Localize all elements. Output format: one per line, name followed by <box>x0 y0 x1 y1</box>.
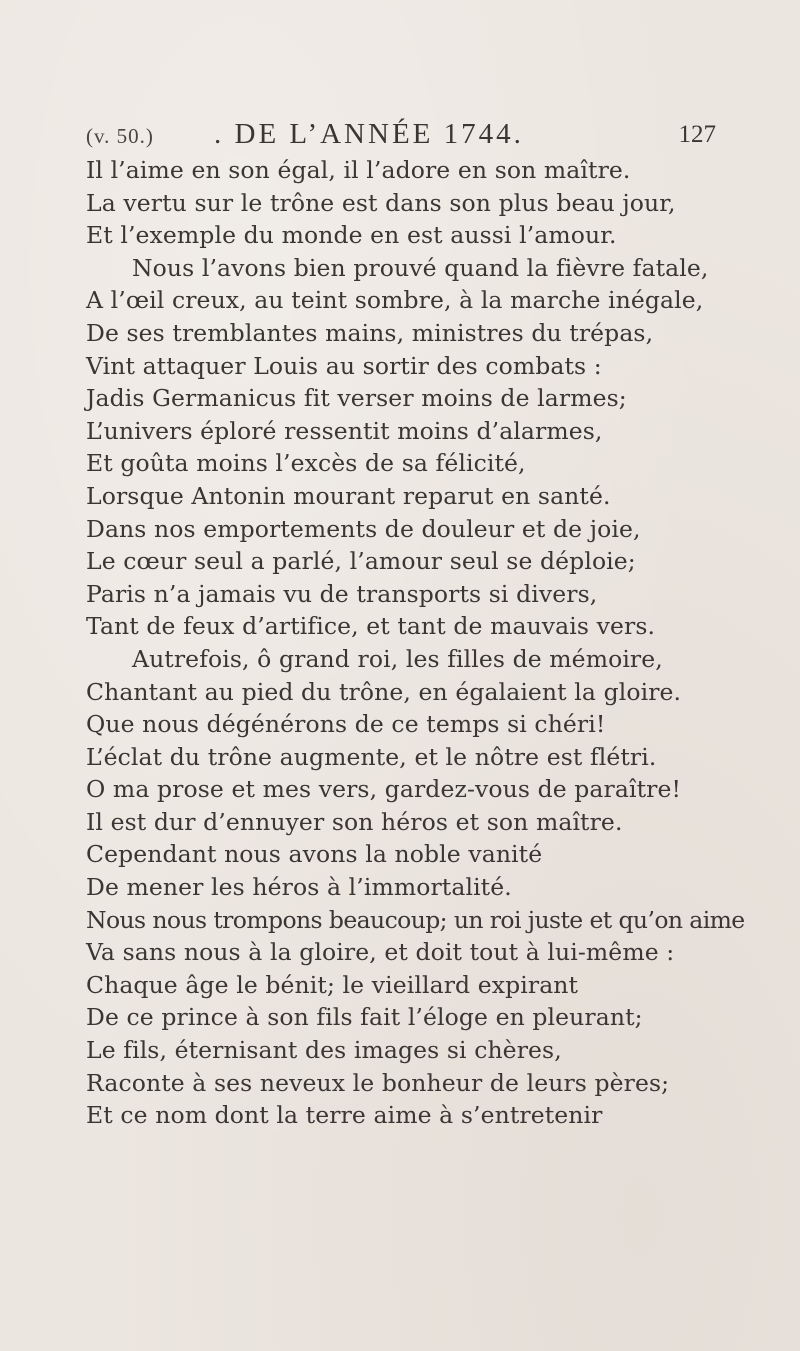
verse-line: Chaque âge le bénit; le vieillard expirant <box>86 970 579 999</box>
verse-line: Autrefois, ô grand roi, les filles de mémoire, <box>132 644 663 673</box>
verse-line: De ce prince à son fils fait l’éloge en pleurant; <box>86 1003 643 1032</box>
verse-line: Et ce nom dont la terre aime à s’entretenir <box>86 1101 603 1130</box>
verse-line: L’éclat du trône augmente, et le nôtre est flétri. <box>86 742 657 771</box>
verse-line: Tant de feux d’artifice, et tant de mauvais vers. <box>86 612 656 641</box>
verse-line: Dans nos emportements de douleur et de joie, <box>86 514 641 543</box>
verse-line: O ma prose et mes vers, gardez-vous de paraître! <box>86 775 682 804</box>
verse-line: L’univers éploré ressentit moins d’alarmes, <box>86 416 603 445</box>
verse-line: Que nous dégénérons de ce temps si chéri! <box>86 710 606 739</box>
verse-line: Il l’aime en son égal, il l’adore en son maître. <box>86 156 631 184</box>
verse-line: Chantant au pied du trône, en égalaient la gloire. <box>86 677 682 706</box>
verse-line: Vint attaquer Louis au sortir des combats : <box>86 351 602 380</box>
verse-line: Nous nous trompons beaucoup; un roi juste et qu’on aime <box>86 905 745 934</box>
verse-line: Le cœur seul a parlé, l’amour seul se déploie; <box>86 547 636 576</box>
verse-line: Va sans nous à la gloire, et doit tout à lui-même : <box>86 938 675 967</box>
verse-line: De ses tremblantes mains, ministres du trépas, <box>86 318 654 347</box>
verse-line: Et goûta moins l’excès de sa félicité, <box>86 449 526 478</box>
verse-reference: (v. 50.) <box>86 124 154 148</box>
verse-line: Nous l’avons bien prouvé quand la fièvre fatale, <box>132 253 709 282</box>
verse-line: Jadis Germanicus fit verser moins de larmes; <box>86 384 627 413</box>
verse-line: Raconte à ses neveux le bonheur de leurs pères; <box>86 1068 670 1097</box>
page-number: 127 <box>678 121 716 148</box>
verse-line: Le fils, éternisant des images si chères, <box>86 1036 562 1065</box>
verse-line: Il est dur d’ennuyer son héros et son maître. <box>86 807 623 836</box>
verse-line: Et l’exemple du monde en est aussi l’amour. <box>86 221 617 250</box>
verse-line: La vertu sur le trône est dans son plus beau jour, <box>86 188 676 217</box>
verse-line: Cependant nous avons la noble vanité <box>86 840 543 869</box>
running-title: . DE L’ANNÉE 1744. <box>214 118 524 150</box>
verse-line: De mener les héros à l’immortalité. <box>86 873 512 902</box>
verse-line: A l’œil creux, au teint sombre, à la marche inégale, <box>86 286 704 315</box>
verse-line: Lorsque Antonin mourant reparut en santé. <box>86 481 611 510</box>
verse-line: Paris n’a jamais vu de transports si divers, <box>86 579 598 608</box>
page-header <box>86 118 716 158</box>
poem-text <box>86 154 786 1132</box>
